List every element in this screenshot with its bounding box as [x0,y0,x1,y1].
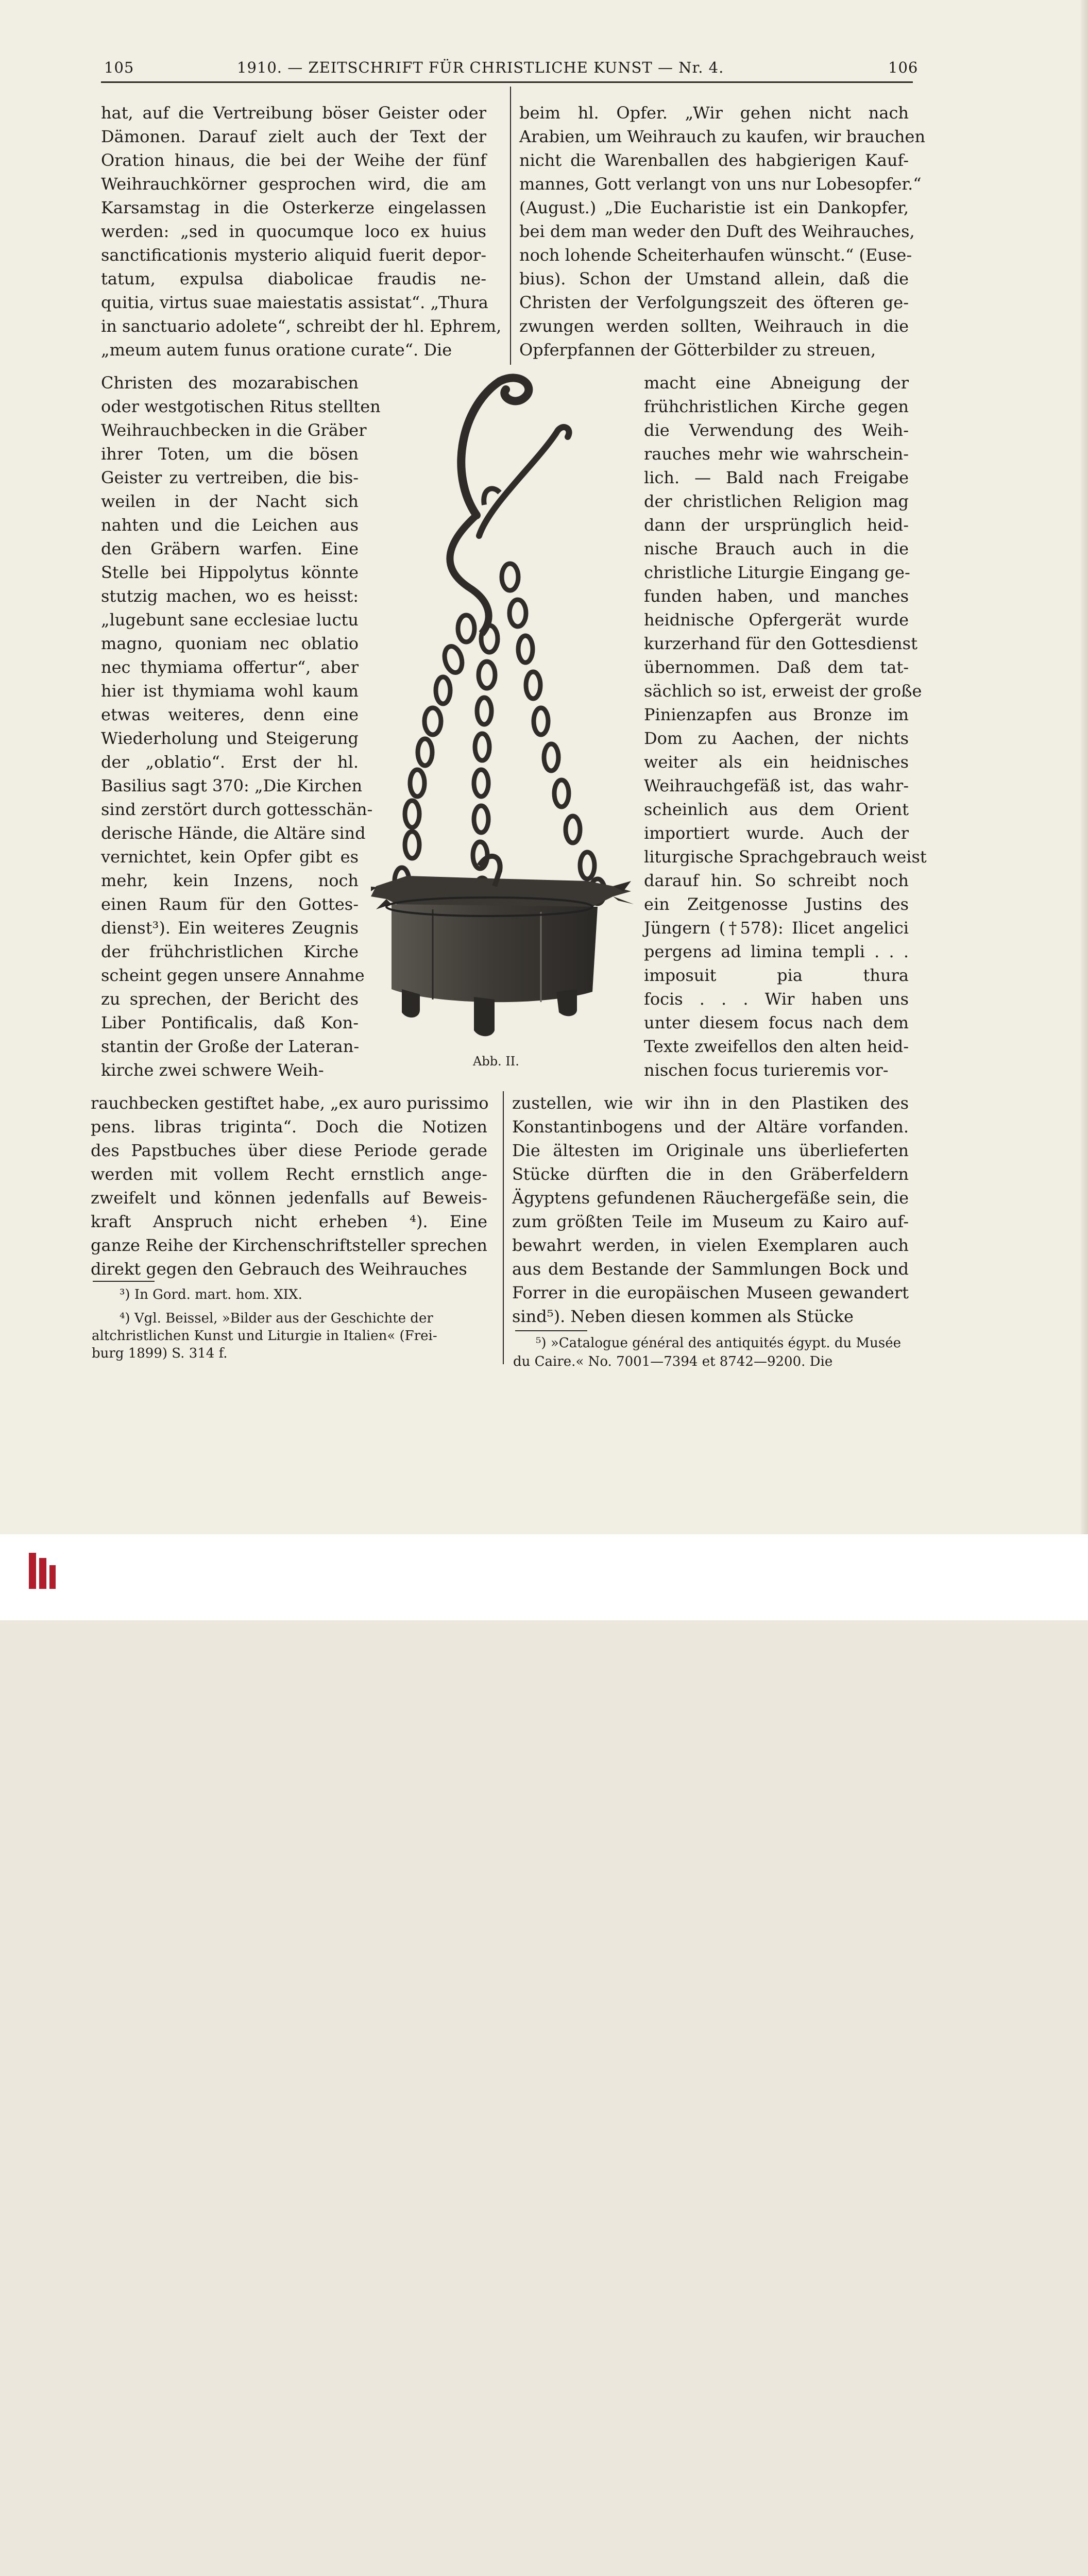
text-line: mehr, kein Inzens, noch [101,871,359,890]
text-line: Oration hinaus, die bei der Weihe der fünf [101,150,486,170]
text-line: ihrer Toten, um die bösen [101,444,359,464]
text-column-left-bottom [91,1091,487,1281]
text-line: funden haben, und manches [644,586,909,606]
footnote-3: ³) In Gord. mart. hom. XIX. [120,1287,302,1302]
text-line: quitia, virtus suae maiestatis assistat“. „Thura [101,293,488,312]
footnote-rule-left [93,1281,155,1282]
text-line: Stücke dürften die in den Gräberfeldern [512,1164,909,1184]
text-line: unter diesem focus nach dem [644,1013,909,1032]
text-line: zu sprechen, der Bericht des [101,989,359,1009]
text-line: zweifelt und können jedenfalls auf Beweis- [91,1188,487,1208]
text-line: Weihrauchkörner gesprochen wird, die am [101,174,486,194]
text-line: Dämonen. Darauf zielt auch der Text der [101,127,486,146]
text-column-right-top [519,101,926,362]
footnote-5-cont: du Caire.« No. 7001—7394 et 8742—9200. Die [513,1354,833,1369]
text-line: pens. libras triginta“. Doch die Notizen [91,1117,487,1137]
text-line: oder westgotischen Ritus stellten [101,397,381,416]
text-line: Christen der Verfolgungszeit des öfteren ge- [519,293,909,312]
text-line: nahten und die Leichen aus [101,515,359,535]
text-line: ein Zeitgenosse Justins des [644,894,909,914]
text-line: tatum, expulsa diabolicae fraudis ne- [101,269,486,289]
text-line: Forrer in die europäischen Museen gewandert [512,1283,909,1302]
text-line: rauchbecken gestiftet habe, „ex auro purissimo [91,1093,489,1113]
text-line: scheint gegen unsere Annahme [101,965,365,985]
text-line: (August.) „Die Eucharistie ist ein Dankopfer, [519,198,909,217]
text-line: nec thymiama offertur“, aber [101,657,359,677]
text-column-right-bottom [512,1091,909,1328]
text-line: nischen focus turieremis vor- [644,1060,889,1080]
text-line: die Verwendung des Weih- [644,420,909,440]
university-library-logo-icon [27,1551,58,1592]
text-line: direkt gegen den Gebrauch des Weihrauches [91,1259,467,1279]
text-line: der „oblatio“. Erst der hl. [101,752,359,772]
footnote-rule-right [515,1330,587,1331]
text-line: Ägyptens gefundenen Räuchergefäße sein, die [512,1188,909,1208]
text-line: vernichtet, kein Opfer gibt es [101,847,359,867]
text-line: magno, quoniam nec oblatio [101,634,359,653]
text-line: bewahrt werden, in vielen Exemplaren auch [512,1235,909,1255]
text-line: macht eine Abneigung der [644,373,909,393]
text-line: focis . . . Wir haben uns [644,989,909,1009]
text-line: hat, auf die Vertreibung böser Geister oder [101,103,486,123]
text-line: Stelle bei Hippolytus könnte [101,563,359,582]
text-line: nicht die Warenballen des habgierigen Kauf- [519,150,909,170]
text-line: sanctificationis mysterio aliquid fuerit depor- [101,245,486,265]
footnote-4: ⁴) Vgl. Beissel, »Bilder aus der Geschichte der [120,1311,433,1326]
text-line: der christlichen Religion mag [644,492,909,511]
running-header [101,52,919,82]
text-line: sind zerstört durch gottesschän- [101,800,373,819]
text-line: hier ist thymiama wohl kaum [101,681,359,701]
text-line: Weihrauchgefäß ist, das wahr- [644,776,909,795]
text-line: Konstantinbogens und der Altäre vorfanden. [512,1117,909,1137]
text-line: derische Hände, die Altäre sind [101,823,366,843]
text-line: Texte zweifellos den alten heid- [644,1037,909,1056]
text-line: dann der ursprünglich heid- [644,515,909,535]
text-line: zwungen werden sollten, Weihrauch in die [519,316,909,336]
text-line: Die ältesten im Originale uns überlieferten [512,1141,909,1160]
text-line: „meum autem funus oratione curate“. Die [101,340,452,360]
text-column-right-middle [644,371,927,1082]
text-line: heidnische Opfergerät wurde [644,610,909,630]
text-line: kurzerhand für den Gottesdienst [644,634,917,653]
text-line: einen Raum für den Gottes- [101,894,359,914]
text-line: in sanctuario adolete“, schreibt der hl. Ephrem, [101,316,502,336]
text-line: Karsamstag in die Osterkerze eingelassen [101,198,486,217]
text-line: stutzig machen, wo es heisst: [101,586,359,606]
text-line: der frühchristlichen Kirche [101,942,359,961]
text-line: beim hl. Opfer. „Wir gehen nicht nach [519,103,909,123]
text-line: Wiederholung und Steigerung [101,728,359,748]
page-number-left: 105 [104,59,134,76]
text-column-left-middle [101,371,381,1082]
text-line: übernommen. Daß dem tat- [644,657,909,677]
footnote-4-cont-1: altchristlichen Kunst und Liturgie in Italien« (Frei- [92,1328,437,1344]
text-line: christliche Liturgie Eingang ge- [644,563,910,582]
text-line: frühchristlichen Kirche gegen [644,397,909,416]
column-divider-top [510,87,511,365]
text-line: pergens ad limina templi . . . [644,942,909,961]
footnote-5: ⁵) »Catalogue général des antiquités égypt. du Musée [536,1335,902,1351]
text-line: liturgische Sprachgebrauch weist [644,847,927,867]
figure-hanging-censer [371,371,639,1051]
text-line: bei dem man weder den Duft des Weihrauches, [519,222,915,241]
text-line: sächlich so ist, erweist der große [644,681,922,701]
text-line: Christen des mozarabischen [101,373,359,393]
text-column-left-top [101,101,502,362]
text-line: Opferpfannen der Götterbilder zu streuen, [519,340,876,360]
text-line: zustellen, wie wir ihn in den Plastiken des [512,1093,909,1113]
text-line: „lugebunt sane ecclesiae luctu [101,610,359,630]
text-line: etwas weiteres, denn eine [101,705,359,724]
text-line: werden: „sed in quocumque loco ex huius [101,222,486,241]
text-line: zum größten Teile im Museum zu Kairo auf- [512,1212,909,1231]
text-line: aus dem Bestande der Sammlungen Bock und [512,1259,909,1279]
journal-title: 1910. — ZEITSCHRIFT FÜR CHRISTLICHE KUNST — Nr. 4. [237,59,724,76]
text-line: sind⁵). Neben diesen kommen als Stücke [512,1307,854,1326]
text-line: Basilius sagt 370: „Die Kirchen [101,776,363,795]
text-line: bius). Schon der Umstand allein, daß die [519,269,909,289]
text-line: rauches mehr wie wahrschein- [644,444,909,464]
text-line: weilen in der Nacht sich [101,492,359,511]
text-line: den Gräbern warfen. Eine [101,539,359,558]
text-line: darauf hin. So schreibt noch [644,871,909,890]
text-line: Geister zu vertreiben, die bis- [101,468,359,487]
text-line: Arabien, um Weihrauch zu kaufen, wir brauchen [519,127,926,146]
text-line: Liber Pontificalis, daß Kon- [101,1013,359,1032]
figure-caption: Abb. II. [473,1054,519,1069]
text-line: stantin der Große der Lateran- [101,1037,360,1056]
text-line: Dom zu Aachen, der nichts [644,728,909,748]
text-line: Weihrauchbecken in die Gräber [101,420,367,440]
text-line: Pinienzapfen aus Bronze im [644,705,909,724]
text-line: weiter als ein heidnisches [644,752,909,772]
text-line: kirche zwei schwere Weih- [101,1060,324,1080]
text-line: dienst³). Ein weiteres Zeugnis [101,918,359,938]
column-divider-bottom [503,1091,504,1364]
text-line: lich. — Bald nach Freigabe [644,468,909,487]
page-edge-shadow [1081,0,1088,1534]
text-line: werden mit vollem Recht ernstlich ange- [91,1164,487,1184]
header-rule [101,81,913,83]
text-line: noch lohende Scheiterhaufen wünscht.“ (Euse- [519,245,912,265]
footnote-4-cont-2: burg 1899) S. 314 f. [92,1346,228,1361]
text-line: scheinlich aus dem Orient [644,800,909,819]
text-line: imposuit pia thura [644,965,909,985]
text-line: ganze Reihe der Kirchenschriftsteller sprechen [91,1235,487,1255]
text-line: nische Brauch auch in die [644,539,909,558]
text-line: mannes, Gott verlangt von uns nur Lobesopfer.“ [519,174,922,194]
text-line: importiert wurde. Auch der [644,823,909,843]
page-number-right: 106 [888,59,919,76]
text-line: kraft Anspruch nicht erheben ⁴). Eine [91,1212,487,1231]
digitization-footer [0,1534,1088,1620]
censer-illustration [371,371,639,1051]
text-line: Jüngern (†578): Ilicet angelici [644,918,909,938]
text-line: des Papstbuches über diese Periode gerade [91,1141,487,1160]
